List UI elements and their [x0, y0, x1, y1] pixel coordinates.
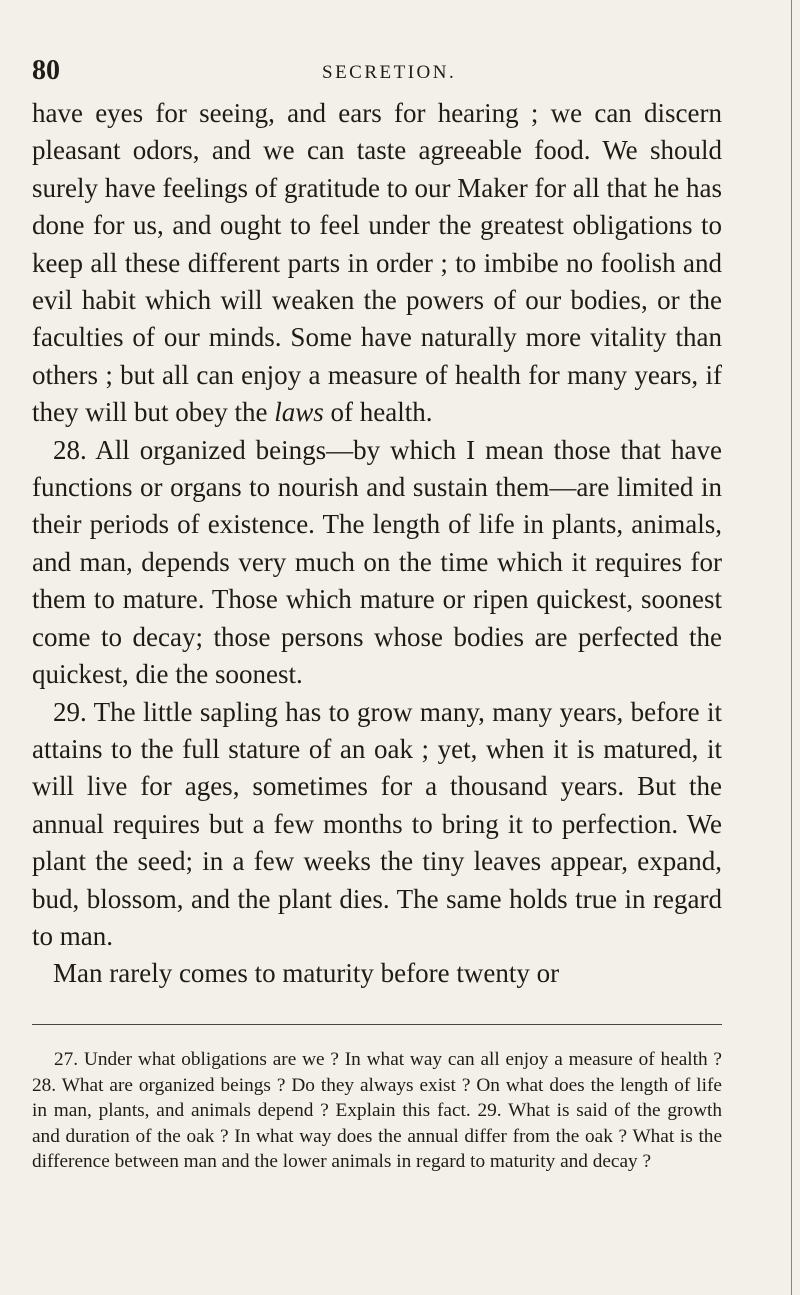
review-questions — [32, 1047, 722, 1175]
paragraph-28: 28. All organized beings—by which I mean those that have functions or organs to nourish and sustain them—are limited in their periods of existence. The length of life in plants, animals, and man, depends very much on the time which it requires for them to mature. Those which mature or ripen quickest, soonest come to decay; those persons whose bodies are perfected the quickest, die the soonest. — [32, 434, 722, 690]
questions-text: 27. Under what obligations are we ? In what way can all enjoy a measure of health ? 28. What are organized beings ? Do they always exist ? On what does the length of life in man, plants, and animals depend ? Explain this fact. 29. What is said of the growth and duration of the oak ? In what way does the annual differ from the oak ? What is the difference between man and the lower animals in regard to maturity and decay ? — [32, 1049, 722, 1173]
paragraph-29: 29. The little sapling has to grow many, many years, before it attains to the full stature of an oak ; yet, when it is matured, it will live for ages, sometimes for a thousand years. But the annual requires but a few months to bring it to perfection. We plant the seed; in a few weeks the tiny leaves appear, expand, bud, blossom, and the plant dies. The same holds true in regard to man. — [32, 696, 722, 951]
emphasis-laws: laws — [274, 397, 324, 428]
footnote-rule — [32, 1024, 722, 1025]
page-header — [32, 55, 722, 91]
paragraph-1-text-b: of health. — [323, 397, 433, 428]
page-number: 80 — [32, 55, 60, 86]
paragraph-1 — [32, 95, 722, 432]
paragraph-1-text-a: have eyes for seeing, and ears for hearing ; we can discern pleasant odors, and we can taste agreeable food. We should surely have feelings of gratitude to our Maker for all that he has done for us, and ought to feel under the greatest obligations to keep all these different parts in order ; to imbibe no foolish and evil habit which will weaken the powers of our bodies, or the faculties of our minds. Some have naturally more vitality than others ; but all can enjoy a measure of health for many years, if they will but obey the — [32, 98, 722, 428]
paragraph-continuation: Man rarely comes to maturity before twenty or — [53, 958, 560, 989]
running-head: SECRETION. — [322, 62, 457, 83]
body-text — [32, 95, 722, 993]
page-edge-line — [791, 0, 792, 1295]
